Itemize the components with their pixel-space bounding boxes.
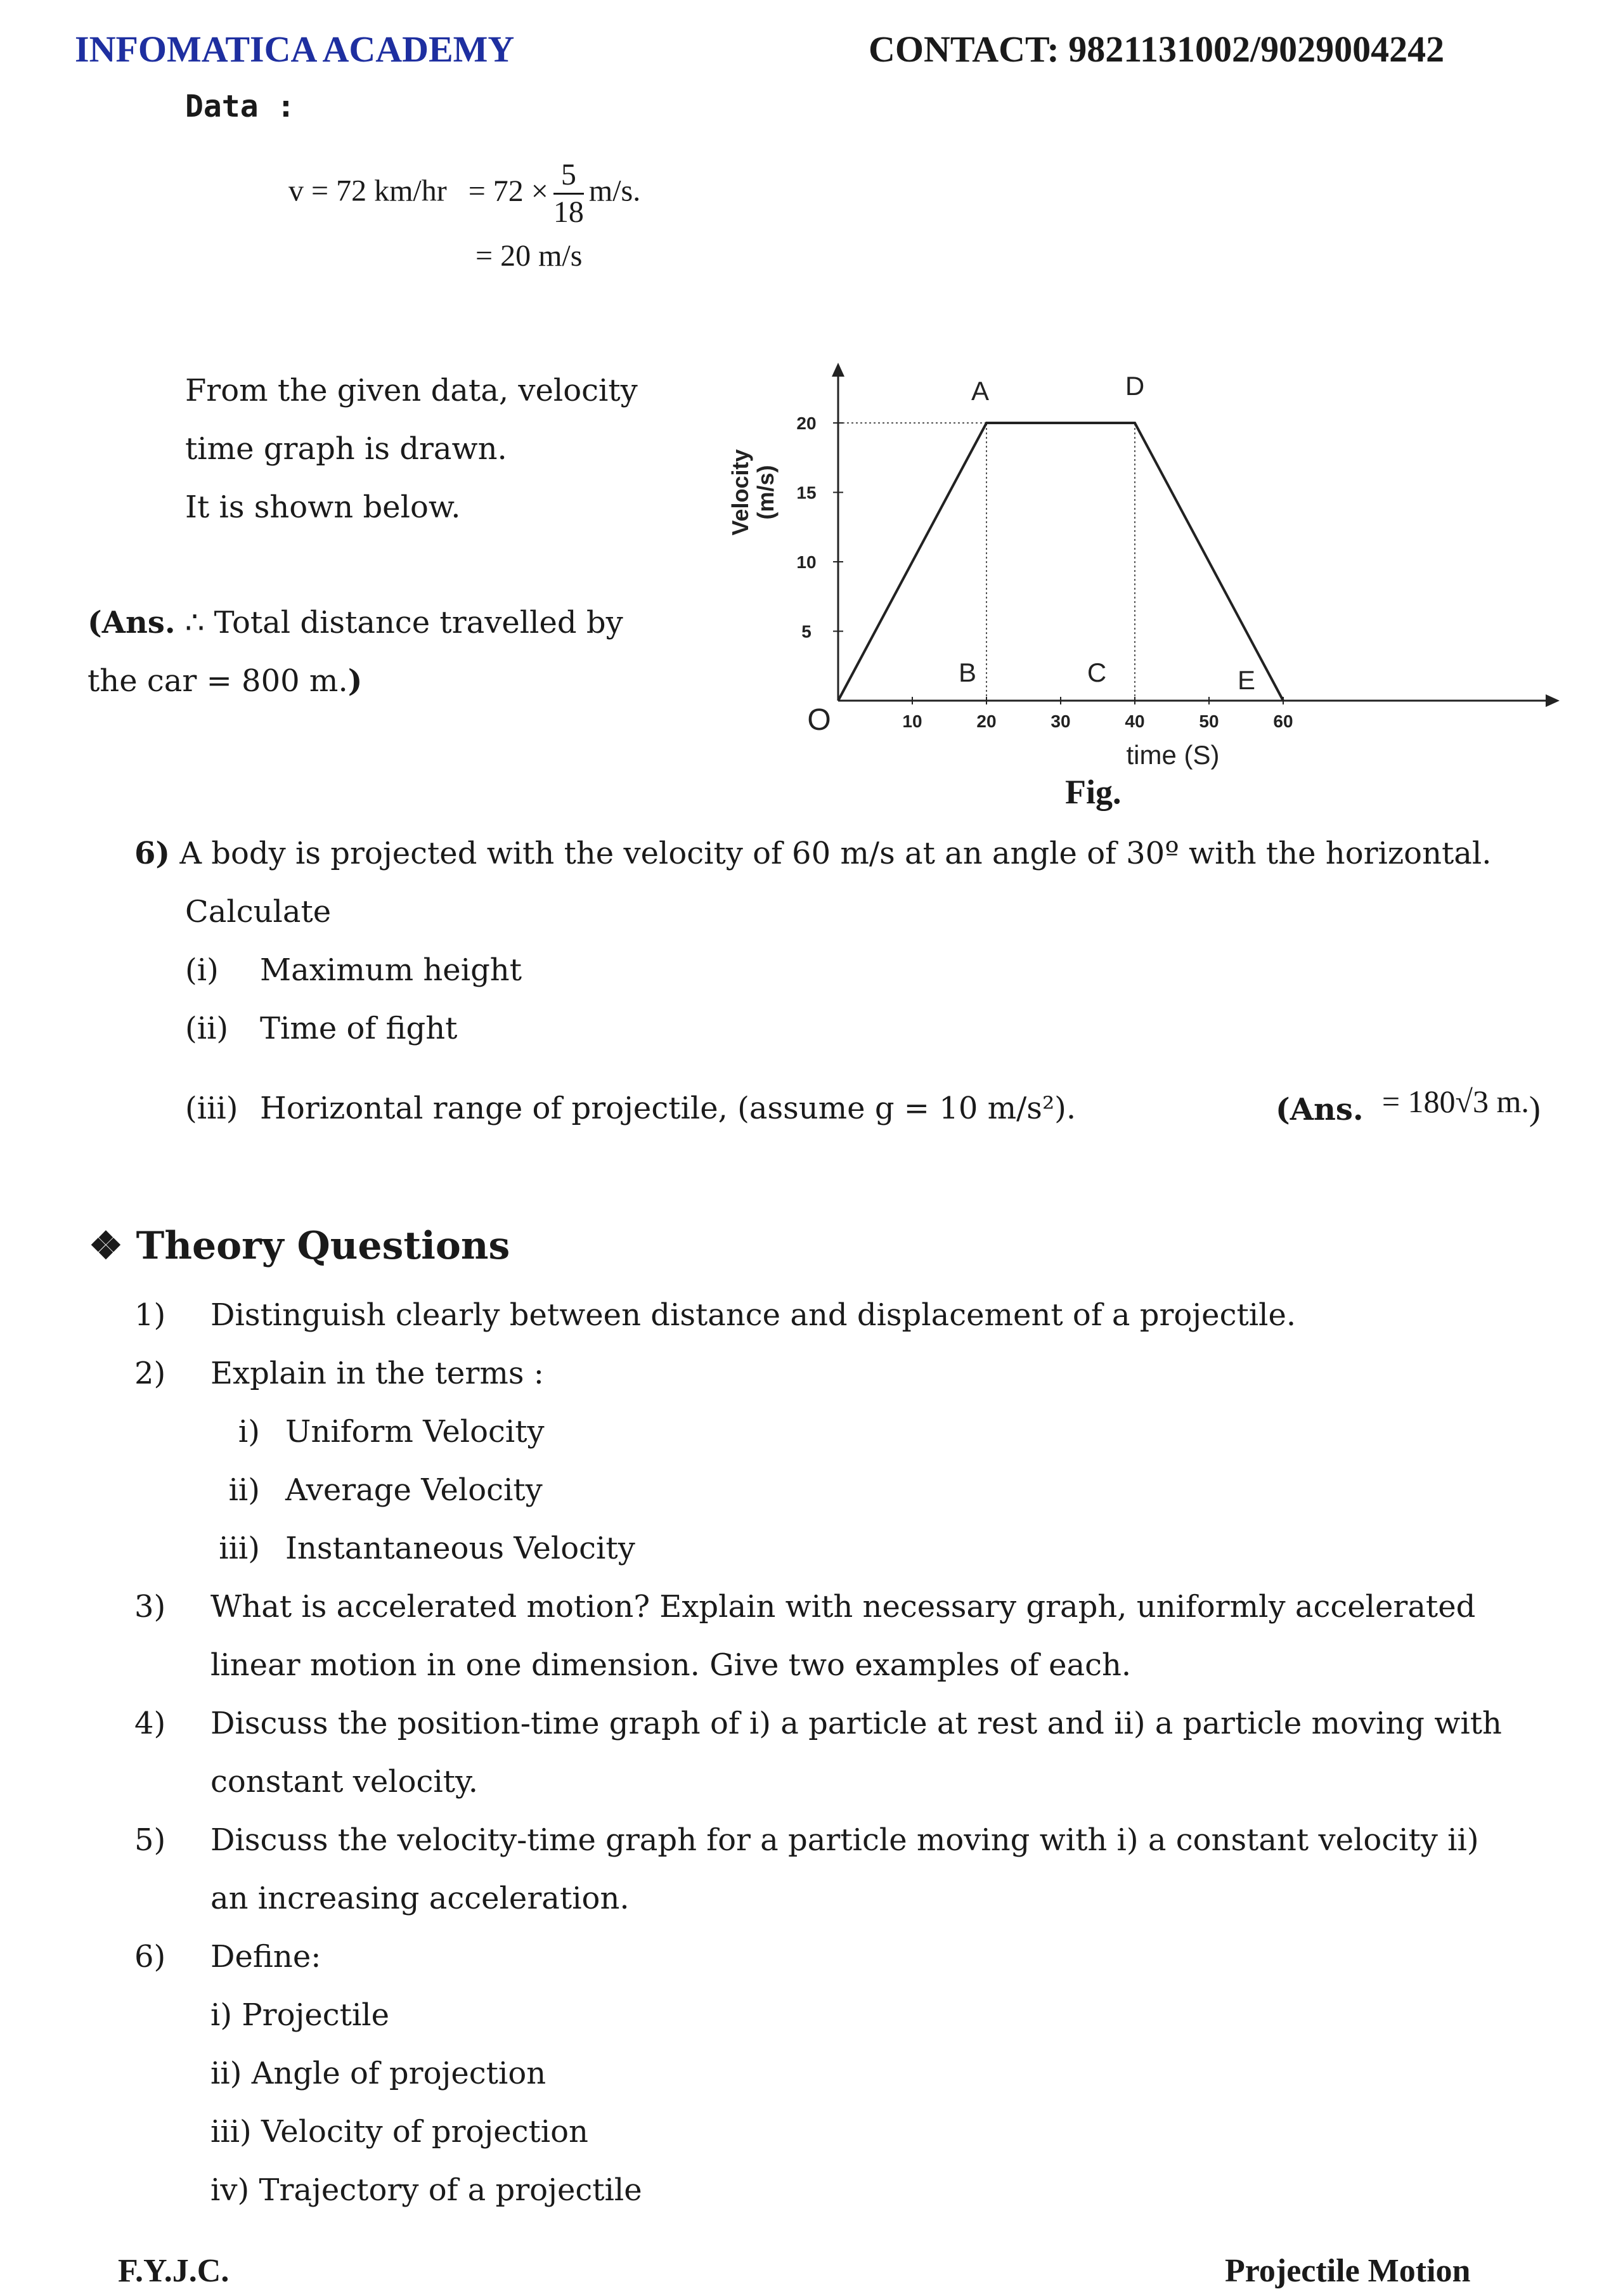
question-6-item-1: [185, 941, 522, 999]
theory-q1: [134, 1286, 1296, 1344]
sub-text: Instantaneous Velocity: [285, 1531, 635, 1566]
question-6-calculate: Calculate: [185, 894, 332, 930]
sub-number: iii): [219, 1531, 260, 1566]
header-academy-name: INFOMATICA ACADEMY: [75, 29, 515, 70]
point-label-e: E: [1237, 665, 1256, 695]
theory-q6: [134, 1928, 321, 1986]
theory-q2-sub1: [190, 1403, 545, 1461]
origin-label: O: [807, 703, 831, 737]
velocity-equation: [288, 157, 640, 230]
point-label-d: D: [1125, 371, 1145, 401]
velocity-series-line: [838, 423, 1283, 701]
q-text-line1: Discuss the velocity-time graph for a particle moving with i) a constant velocity ii): [210, 1822, 1479, 1858]
x-axis-title: time (S): [1126, 740, 1220, 770]
theory-title: ❖ Theory Questions: [89, 1224, 510, 1268]
point-label-a: A: [971, 376, 990, 406]
fraction-numerator: 5: [553, 157, 584, 195]
point-label-b: B: [958, 658, 977, 687]
x-tick-label: 20: [976, 711, 997, 731]
q-text-line2: an increasing acceleration.: [210, 1881, 630, 1916]
theory-q6-sub1: i) Projectile: [210, 1997, 390, 2033]
fraction-denominator: 18: [553, 195, 584, 229]
q-text: Distinguish clearly between distance and displacement of a projectile.: [210, 1297, 1296, 1333]
item-text: Horizontal range of projectile, (assume g = 10 m/s²).: [260, 1091, 1077, 1126]
x-tick-label: 60: [1273, 711, 1293, 731]
answer-close: ): [347, 663, 363, 699]
theory-q2-sub2: [190, 1461, 543, 1519]
graph-desc-line3: It is shown below.: [185, 490, 461, 525]
question-6: [134, 824, 1492, 883]
graph-desc-line2: time graph is drawn.: [185, 431, 507, 467]
y-tick-label: 20: [796, 413, 817, 433]
theory-q6-sub3: iii) Velocity of projection: [210, 2114, 588, 2150]
theory-q2: [134, 1344, 544, 1403]
q-text: Explain in the terms :: [210, 1356, 544, 1391]
header-contact: CONTACT: 9821131002/9029004242: [869, 29, 1445, 70]
q-text-line2: constant velocity.: [210, 1764, 478, 1800]
y-tick-label: 15: [796, 483, 817, 503]
q-number: 1): [134, 1297, 166, 1333]
item-number: (i): [185, 952, 219, 988]
q-text: Define:: [210, 1939, 321, 1975]
theory-q3: [134, 1578, 1475, 1694]
question-6-item-3: [185, 1079, 1076, 1138]
theory-q4: [134, 1694, 1502, 1811]
q-number: 2): [134, 1356, 166, 1391]
x-tick-label: 40: [1125, 711, 1145, 731]
data-label: Data :: [185, 89, 295, 124]
theory-q2-sub3: [190, 1519, 635, 1578]
fraction: [553, 157, 584, 230]
x-tick-label: 30: [1051, 711, 1071, 731]
y-tick-label: 5: [801, 621, 812, 642]
item-text: Maximum height: [260, 952, 522, 988]
velocity-time-graph: [710, 355, 1572, 774]
y-tick-label: 10: [796, 552, 817, 572]
q-number: 4): [134, 1706, 166, 1741]
sub-number: ii): [228, 1472, 260, 1508]
x-tick-label: 50: [1199, 711, 1219, 731]
item-text: Time of fight: [260, 1011, 458, 1046]
q-number: 5): [134, 1822, 166, 1858]
y-axis-title: [727, 449, 779, 535]
graph-desc-line1: From the given data, velocity: [185, 373, 638, 408]
equation-mid: = 72 ×: [468, 174, 548, 208]
sub-number: i): [238, 1414, 260, 1450]
theory-q5: [134, 1811, 1479, 1928]
answer-label: (Ans.: [1276, 1092, 1364, 1127]
y-axis-arrow: [832, 363, 844, 377]
sub-text: Uniform Velocity: [285, 1414, 545, 1450]
graph-description: [185, 361, 638, 536]
answer-line2: the car = 800 m.: [87, 663, 348, 699]
theory-q6-sub2: ii) Angle of projection: [210, 2056, 546, 2091]
answer-close: ): [1529, 1089, 1541, 1127]
point-label-c: C: [1087, 658, 1107, 687]
question-6-item-2: [185, 999, 457, 1058]
x-tick-label: 10: [902, 711, 922, 731]
theory-q6-sub4: iv) Trajectory of a projectile: [210, 2172, 642, 2208]
q-text-line1: Discuss the position-time graph of i) a particle at rest and ii) a particle moving with: [210, 1706, 1502, 1741]
velocity-result: = 20 m/s: [475, 239, 583, 273]
x-axis-arrow: [1546, 694, 1560, 707]
y-axis-title-line: Velocity: [727, 449, 753, 536]
item-number: (ii): [185, 1011, 229, 1046]
sub-text: Average Velocity: [285, 1472, 543, 1508]
equation-unit: m/s.: [588, 174, 641, 208]
item-number: (iii): [185, 1091, 238, 1126]
answer-label: (Ans.: [87, 605, 176, 640]
q-number: 6): [134, 1939, 166, 1975]
question-6-text: A body is projected with the velocity of 60 m/s at an angle of 30º with the horizontal.: [179, 836, 1492, 871]
figure-caption: Fig.: [1065, 773, 1122, 811]
question-6-answer: [1276, 1079, 1541, 1139]
answer-distance: [87, 593, 623, 710]
q-text-line2: linear motion in one dimension. Give two examples of each.: [210, 1647, 1132, 1683]
question-6-number: 6): [134, 836, 171, 871]
footer-class: F.Y.J.C.: [118, 2253, 230, 2289]
answer-line1: ∴ Total distance travelled by: [175, 605, 623, 640]
footer-chapter: Projectile Motion: [1225, 2253, 1471, 2289]
y-axis-title-line: (m/s): [753, 465, 779, 520]
q-number: 3): [134, 1589, 166, 1625]
answer-value: = 180√3 m.: [1381, 1084, 1529, 1119]
equation-lhs: v = 72 km/hr: [288, 174, 447, 208]
q-text-line1: What is accelerated motion? Explain with necessary graph, uniformly accelerated: [210, 1589, 1476, 1625]
